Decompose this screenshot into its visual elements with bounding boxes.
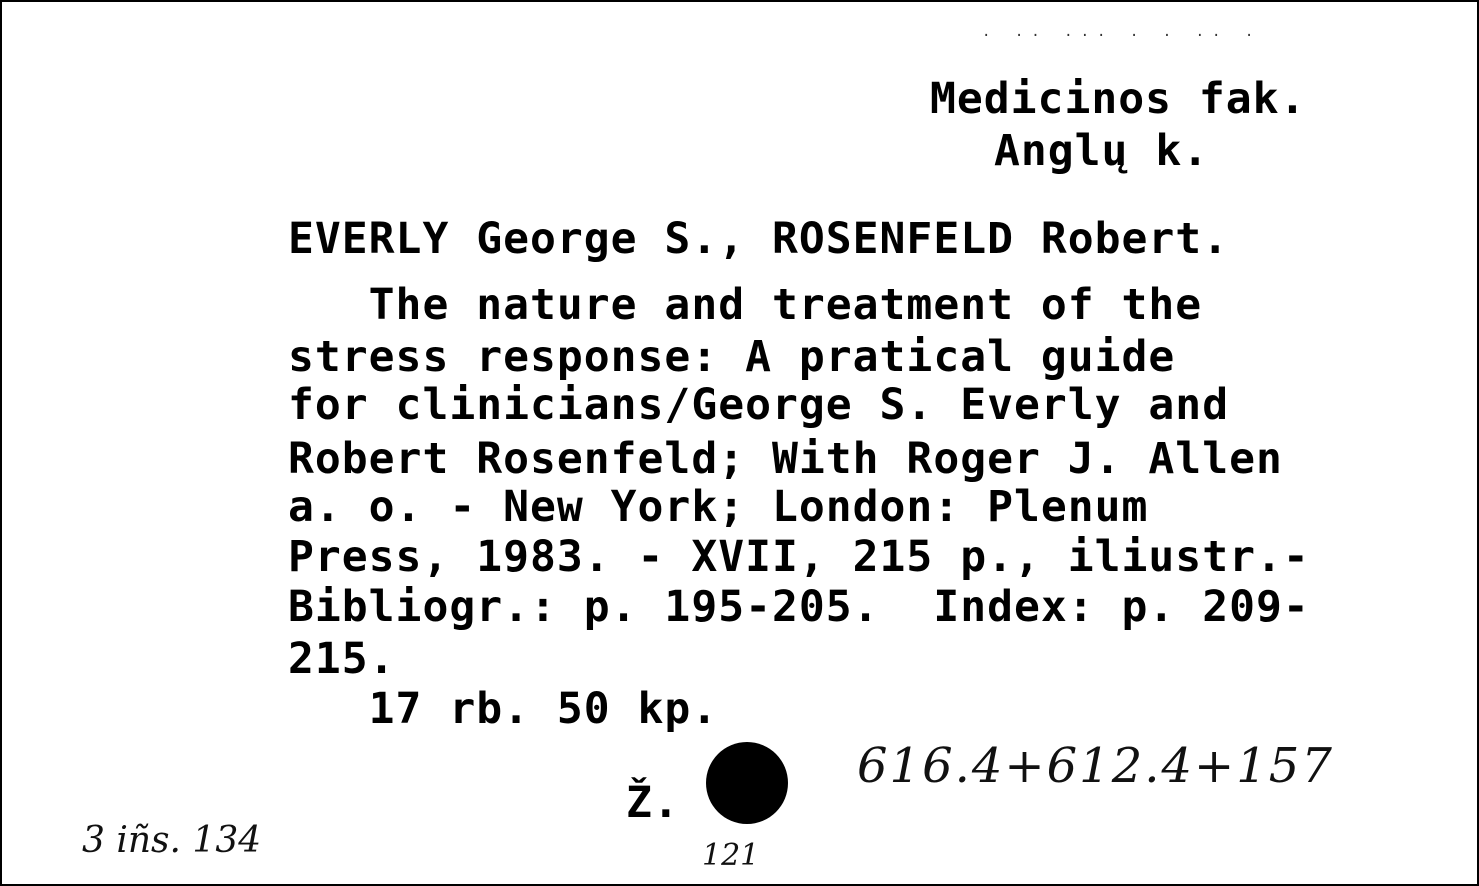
price-line: 17 rb. 50 kp. bbox=[288, 684, 719, 734]
top-specks: . .. ... . . .. . bbox=[982, 24, 1262, 40]
description-line: Bibliogr.: p. 195-205. Index: p. 209- bbox=[288, 582, 1310, 632]
inventory-note-handwritten: 3 iñs. 134 bbox=[82, 820, 262, 861]
description-line: a. o. - New York; London: Plenum bbox=[288, 482, 1149, 532]
description-line: 215. bbox=[288, 634, 396, 684]
department-line-2: Anglų k. bbox=[994, 126, 1210, 176]
z-mark: Ž. bbox=[626, 778, 680, 828]
description-line: The nature and treatment of the bbox=[288, 280, 1203, 330]
punch-hole bbox=[706, 742, 788, 824]
description-line: for clinicians/George S. Everly and bbox=[288, 380, 1230, 430]
authors-heading: EVERLY George S., ROSENFELD Robert. bbox=[288, 214, 1230, 264]
description-line: stress response: A pratical guide bbox=[288, 332, 1176, 382]
classification-handwritten: 616.4+612.4+157 bbox=[857, 738, 1334, 794]
description-line: Robert Rosenfeld; With Roger J. Allen bbox=[288, 434, 1283, 484]
description-line: Press, 1983. - XVII, 215 p., iliustr.- bbox=[288, 532, 1310, 582]
department-line-1: Medicinos fak. bbox=[930, 74, 1307, 124]
bottom-number-handwritten: 121 bbox=[702, 838, 760, 873]
